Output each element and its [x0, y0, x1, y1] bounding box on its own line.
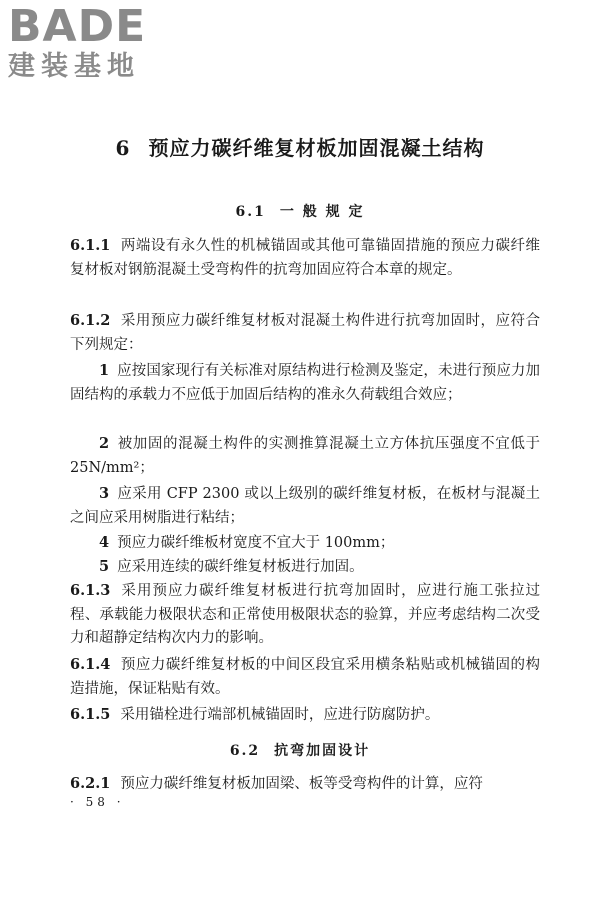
logo-wordmark: BADE	[8, 1, 147, 52]
clause-text: 两端设有永久性的机械锚固或其他可靠锚固措施的预应力碳纤维复材板对钢筋混凝土受弯构件的抗弯加固应符合本章的规定。	[70, 238, 540, 278]
clause-number: 6.1.1	[70, 237, 111, 254]
section-title: 抗弯加固设计	[274, 743, 371, 759]
list-item-4	[70, 531, 540, 556]
item-text: 应按国家现行有关标准对原结构进行检测及鉴定，未进行预应力加固结构的承载力不应低于加固后结构的准永久荷载组合效应；	[70, 363, 540, 403]
clause-6-1-5	[70, 703, 540, 728]
clause-text: 预应力碳纤维复材板加固梁、板等受弯构件的计算，应符	[120, 776, 483, 792]
clause-number: 6.1.3	[70, 582, 111, 599]
logo-subtitle: 建装基地	[8, 51, 140, 82]
section-title: 一 般 规 定	[279, 204, 365, 220]
section-heading-6-2	[0, 740, 600, 760]
clause-text: 采用预应力碳纤维复材板进行抗弯加固时，应进行施工张拉过程、承载能力极限状态和正常使用极限状态的验算，并应考虑结构二次受力和超静定结构次内力的影响。	[70, 583, 540, 647]
clause-text: 预应力碳纤维复材板的中间区段宜采用横条粘贴或机械锚固的构造措施，保证粘贴有效。	[70, 657, 540, 697]
item-number: 1	[99, 362, 110, 379]
list-item-5	[70, 555, 540, 580]
item-text: 被加固的混凝土构件的实测推算混凝土立方体抗压强度不宜低于 25N/mm²；	[70, 436, 540, 476]
chapter-heading	[0, 132, 600, 161]
logo	[8, 1, 178, 82]
clause-number: 6.1.4	[70, 656, 111, 673]
section-heading-6-1	[0, 201, 600, 221]
item-number: 4	[99, 534, 110, 551]
chapter-title: 预应力碳纤维复材板加固混凝土结构	[148, 136, 485, 160]
section-number: 6.1	[235, 204, 266, 220]
list-item-3	[70, 482, 540, 530]
chapter-number: 6	[115, 136, 131, 160]
section-number: 6.2	[229, 743, 261, 759]
clause-number: 6.1.5	[70, 706, 111, 723]
clause-6-1-4	[70, 653, 540, 701]
clause-text: 采用预应力碳纤维复材板对混凝土构件进行抗弯加固时，应符合下列规定：	[70, 313, 540, 353]
list-item-2	[70, 432, 540, 480]
clause-number: 6.2.1	[70, 775, 111, 792]
item-number: 5	[99, 558, 110, 575]
item-number: 3	[99, 485, 110, 502]
clause-6-1-1	[70, 234, 540, 282]
clause-6-2-1	[70, 772, 540, 797]
clause-6-1-3	[70, 579, 540, 651]
item-text: 应采用 CFP 2300 或以上级别的碳纤维复材板，在板材与混凝土之间应采用树脂进行粘结；	[70, 486, 540, 526]
list-item-1	[70, 359, 540, 407]
clause-6-1-2	[70, 309, 540, 357]
item-text: 应采用连续的碳纤维复材板进行加固。	[117, 559, 364, 575]
clause-text: 采用锚栓进行端部机械锚固时，应进行防腐防护。	[120, 707, 440, 723]
clause-number: 6.1.2	[70, 312, 111, 329]
item-text: 预应力碳纤维板材宽度不宜大于 100mm；	[117, 535, 395, 551]
page-number: · 58 ·	[70, 795, 125, 809]
item-number: 2	[99, 435, 110, 452]
